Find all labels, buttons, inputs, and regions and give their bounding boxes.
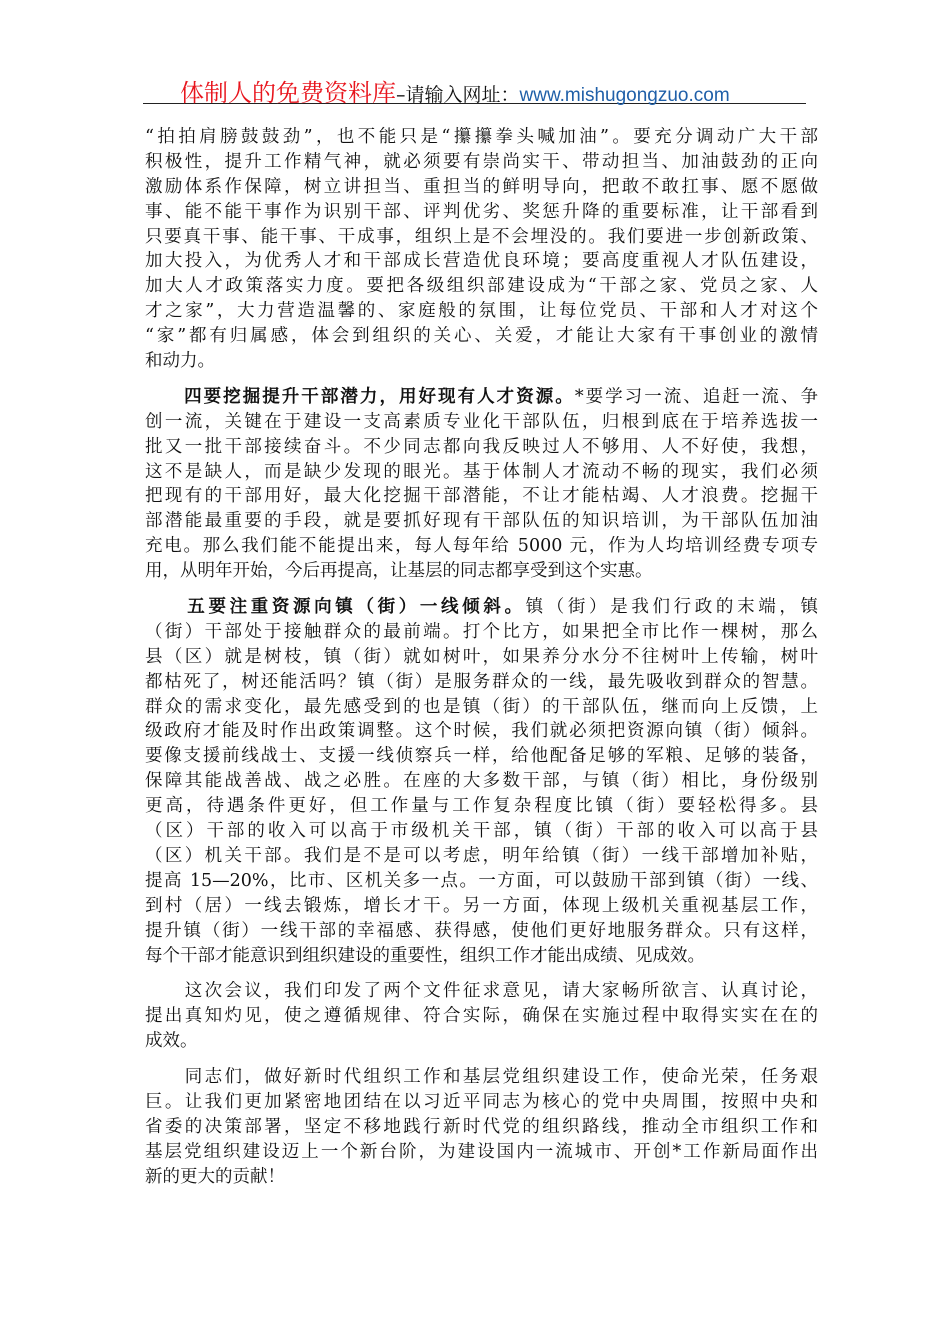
line-text: 县（区）就是树枝，镇（街）就如树叶，如果养分水分不往树叶上传输，树叶	[145, 646, 818, 667]
line-text: 用，从明年开始，今后再提高，让基层的同志都享受到这个实惠。	[145, 561, 653, 582]
text-line	[145, 125, 818, 150]
line-text: 提高 15—20%，比市、区机关多一点。一方面，可以鼓励干部到镇（街）一线、	[145, 870, 818, 891]
line-text: 到村（居）一线去锻炼，增长才干。另一方面，体现上级机关重视基层工作，	[145, 895, 818, 916]
text-line	[145, 349, 818, 374]
page-header	[143, 70, 806, 107]
text-line	[145, 249, 818, 274]
text-line	[145, 645, 818, 670]
text-line	[145, 794, 818, 819]
line-text: 积极性，提升工作精气神，就必须要有崇尚实干、带动担当、加油鼓劲的正向	[145, 151, 818, 172]
line-text: 每个干部才能意识到组织建设的重要性，组织工作才能出成绩、见成效。	[145, 945, 705, 966]
line-text: “拍拍肩膀鼓鼓劲”，也不能只是“攥攥拳头喊加油”。要充分调动广大干部	[145, 127, 818, 147]
document-body	[145, 125, 818, 1201]
line-text: 才之家”，大力营造温馨的、家庭般的氛围，让每位党员、干部和人才对这个	[145, 301, 818, 322]
text-line	[145, 410, 818, 435]
line-text: 保障其能战善战、战之必胜。在座的大多数干部，与镇（街）相比，身份级别	[145, 771, 818, 792]
text-line	[145, 509, 818, 534]
text-line	[145, 1029, 818, 1054]
line-text: “家”都有归属感，体会到组织的关心、关爱，才能让大家有干事创业的激情	[145, 326, 818, 347]
line-text: 事、能不能干事作为识别干部、评判优劣、奖惩升降的重要标准，让干部看到	[145, 201, 818, 222]
text-line	[145, 150, 818, 175]
text-line	[145, 620, 818, 645]
line-text: 省委的决策部署，坚定不移地践行新时代党的组织路线，推动全市组织工作和	[145, 1116, 818, 1137]
paragraph	[145, 1065, 818, 1189]
text-line	[145, 719, 818, 744]
line-text: （区）干部的收入可以高于市级机关干部，镇（街）干部的收入可以高于县	[145, 821, 818, 842]
text-line	[145, 385, 818, 410]
line-text: 巨。让我们更加紧密地团结在以习近平同志为核心的党中央周围，按照中央和	[145, 1091, 818, 1112]
line-text: 新的更大的贡献！	[145, 1166, 285, 1187]
text-line	[145, 979, 818, 1004]
text-line	[145, 1165, 818, 1190]
line-text: 成效。	[145, 1031, 198, 1052]
line-text: （街）干部处于接触群众的最前端。打个比方，如果把全市比作一棵树，那么	[145, 621, 818, 642]
brand-title: 体制人的免费资料库	[180, 79, 396, 107]
paragraph	[145, 125, 818, 374]
paragraph	[145, 595, 818, 968]
text-line	[145, 844, 818, 869]
section-heading: 四要挖掘提升干部潜力，用好现有人才资源。	[184, 386, 575, 407]
text-line	[145, 225, 818, 250]
line-text: 充电。那么我们能不能提出来，每人每年给 5000 元，作为人均培训经费专项专	[145, 536, 818, 557]
text-line	[145, 435, 818, 460]
indent	[145, 597, 187, 617]
text-line	[145, 175, 818, 200]
text-line	[145, 869, 818, 894]
line-text: 激励体系作保障，树立讲担当、重担当的鲜明导向，把敢不敢扛事、愿不愿做	[145, 176, 818, 197]
line-text: 群众的需求变化，最先感受到的也是镇（街）的干部队伍，继而向上反馈，上	[145, 696, 818, 717]
line-text: 加大人才政策落实力度。要把各级组织部建设成为“干部之家、党员之家、人	[145, 276, 818, 297]
line-text: 只要真干事、能干事、干成事，组织上是不会埋没的。我们要进一步创新政策、	[145, 226, 818, 247]
header-banner	[180, 73, 730, 108]
line-text: 基层党组织建设迈上一个新台阶，为建设国内一流城市、开创*工作新局面作出	[145, 1141, 818, 1162]
text-line	[145, 559, 818, 584]
line-text: 和动力。	[145, 351, 215, 372]
text-line	[145, 274, 818, 299]
text-line	[145, 1140, 818, 1165]
text-line	[145, 299, 818, 324]
line-text: 更高，待遇条件更好，但工作量与工作复杂程度比镇（街）要轻松得多。县	[145, 796, 818, 817]
line-text: 镇（街）是我们行政的末端，镇	[525, 597, 819, 618]
line-text: *要学习一流、追赶一流、争	[574, 386, 819, 407]
url-prompt: –请输入网址：	[396, 84, 520, 106]
text-line	[145, 1090, 818, 1115]
text-line	[145, 200, 818, 225]
line-text: 提升镇（街）一线干部的幸福感、获得感，使他们更好地服务群众。只有这样，	[145, 920, 818, 941]
indent	[145, 387, 184, 407]
text-line	[145, 894, 818, 919]
paragraph	[145, 979, 818, 1054]
line-text: 把现有的干部用好，最大化挖掘干部潜能，不让才能枯竭、人才浪费。挖掘干	[145, 486, 818, 507]
line-text: 要像支援前线战士、支援一线侦察兵一样，给他配备足够的军粮、足够的装备，	[145, 746, 818, 767]
text-line	[145, 595, 818, 620]
text-line	[145, 744, 818, 769]
line-text: 批又一批干部接续奋斗。不少同志都向我反映过人不够用、人不好使，我想，	[145, 436, 818, 457]
line-text: 同志们，做好新时代组织工作和基层党组织建设工作，使命光荣，任务艰	[145, 1067, 818, 1088]
text-line	[145, 1065, 818, 1090]
line-text: 加大投入，为优秀人才和干部成长营造优良环境；要高度重视人才队伍建设，	[145, 251, 818, 272]
text-line	[145, 670, 818, 695]
section-heading: 五要注重资源向镇（街）一线倾斜。	[187, 597, 526, 618]
line-text: 这不是缺人，而是缺少发现的眼光。基于体制人才流动不畅的现实，我们必须	[145, 461, 818, 482]
text-line	[145, 324, 818, 349]
line-text: 提出真知灼见，使之遵循规律、符合实际，确保在实施过程中取得实实在在的	[145, 1006, 818, 1027]
text-line	[145, 944, 818, 969]
text-line	[145, 1115, 818, 1140]
line-text: 创一流，关键在于建设一支高素质专业化干部队伍，归根到底在于培养选拔一	[145, 411, 818, 432]
text-line	[145, 460, 818, 485]
text-line	[145, 534, 818, 559]
text-line	[145, 695, 818, 720]
text-line	[145, 819, 818, 844]
text-line	[145, 484, 818, 509]
text-line	[145, 919, 818, 944]
website-link[interactable]: www.mishugongzuo.com	[519, 85, 730, 106]
line-text: （区）机关干部。我们是不是可以考虑，明年给镇（街）一线干部增加补贴，	[145, 845, 818, 866]
text-line	[145, 1004, 818, 1029]
line-text: 这次会议，我们印发了两个文件征求意见，请大家畅所欲言、认真讨论，	[145, 981, 818, 1002]
line-text: 级政府才能及时作出政策调整。这个时候，我们就必须把资源向镇（街）倾斜。	[145, 721, 818, 742]
text-line	[145, 769, 818, 794]
line-text: 都枯死了，树还能活吗？镇（街）是服务群众的一线，最先吸收到群众的智慧。	[145, 671, 818, 692]
paragraph	[145, 385, 818, 584]
line-text: 部潜能最重要的手段，就是要抓好现有干部队伍的知识培训，为干部队伍加油	[145, 511, 818, 532]
